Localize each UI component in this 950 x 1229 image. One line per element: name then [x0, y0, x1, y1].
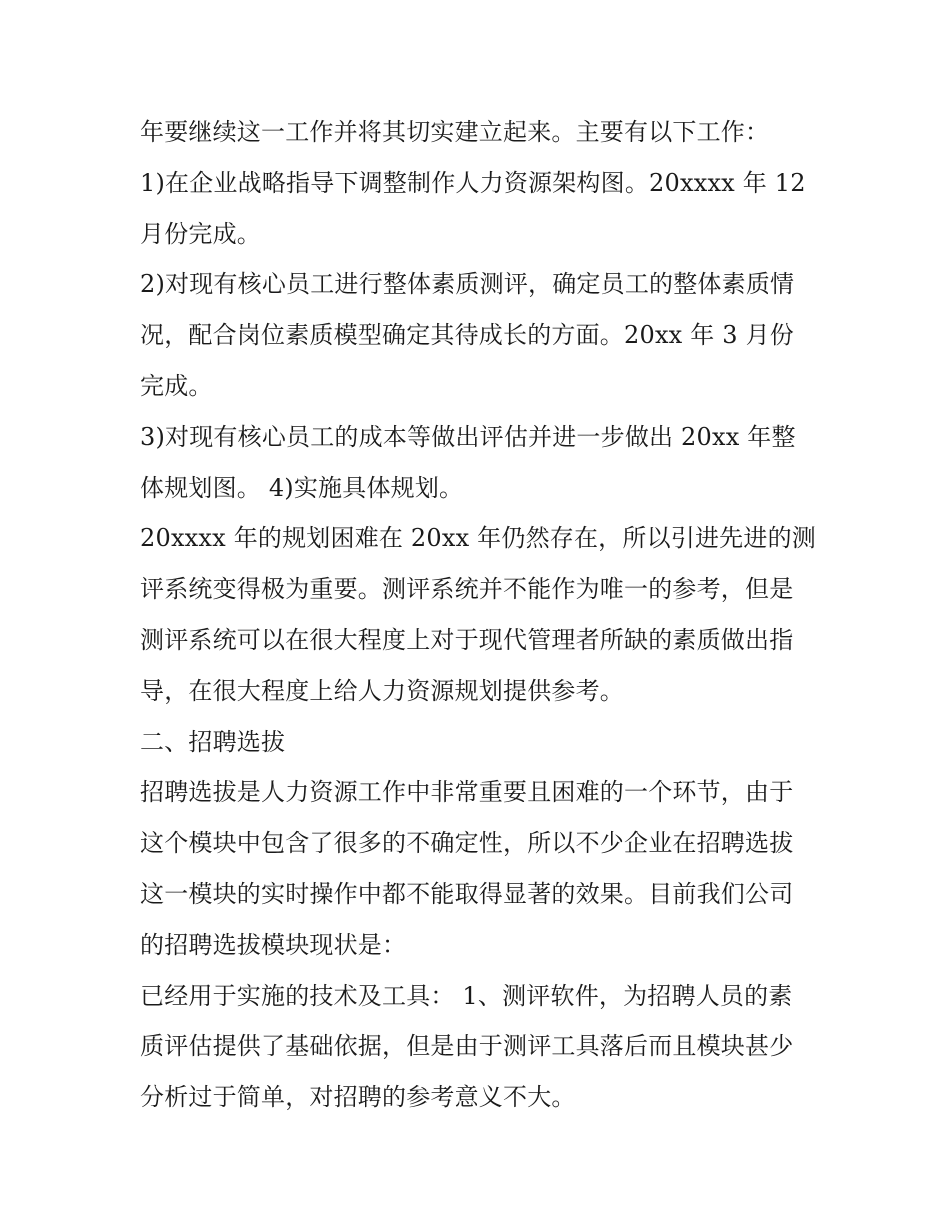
section-heading: 二、招聘选拔 — [140, 727, 286, 756]
text-line: 的招聘选拔模块现状是： — [140, 930, 407, 959]
text-line: 1)在企业战略指导下调整制作人力资源架构图。20xxxx 年 12 — [140, 168, 806, 197]
text-line: 年要继续这一工作并将其切实建立起来。主要有以下工作： — [140, 118, 770, 146]
text-line: 2)对现有核心员工进行整体素质测评，确定员工的整体素质情 — [140, 270, 795, 299]
text-line: 体规划图。 4)实施具体规划。 — [140, 473, 464, 502]
text-line: 3)对现有核心员工的成本等做出评估并进一步做出 20xx 年整 — [140, 422, 796, 451]
text-line: 况，配合岗位素质模型确定其待成长的方面。20xx 年 3 月份 — [140, 321, 794, 350]
text-line: 分析过于简单，对招聘的参考意义不大。 — [140, 1083, 576, 1112]
text-line: 导，在很大程度上给人力资源规划提供参考。 — [140, 676, 624, 705]
text-line: 质评估提供了基础依据，但是由于测评工具落后而且模块甚少 — [140, 1032, 794, 1061]
text-line: 月份完成。 — [140, 219, 261, 248]
text-line: 测评系统可以在很大程度上对于现代管理者所缺的素质做出指 — [140, 625, 794, 654]
text-line: 这一模块的实时操作中都不能取得显著的效果。目前我们公司 — [140, 879, 794, 908]
text-line: 招聘选拔是人力资源工作中非常重要且困难的一个环节，由于 — [140, 778, 794, 807]
text-line: 20xxxx 年的规划困难在 20xx 年仍然存在，所以引进先进的测 — [140, 524, 816, 553]
document-body — [140, 107, 820, 1123]
text-line: 评系统变得极为重要。测评系统并不能作为唯一的参考，但是 — [140, 575, 794, 604]
text-line: 这个模块中包含了很多的不确定性，所以不少企业在招聘选拔 — [140, 829, 794, 858]
text-line: 已经用于实施的技术及工具： 1、测评软件，为招聘人员的素 — [140, 981, 793, 1010]
text-line: 完成。 — [140, 371, 213, 400]
